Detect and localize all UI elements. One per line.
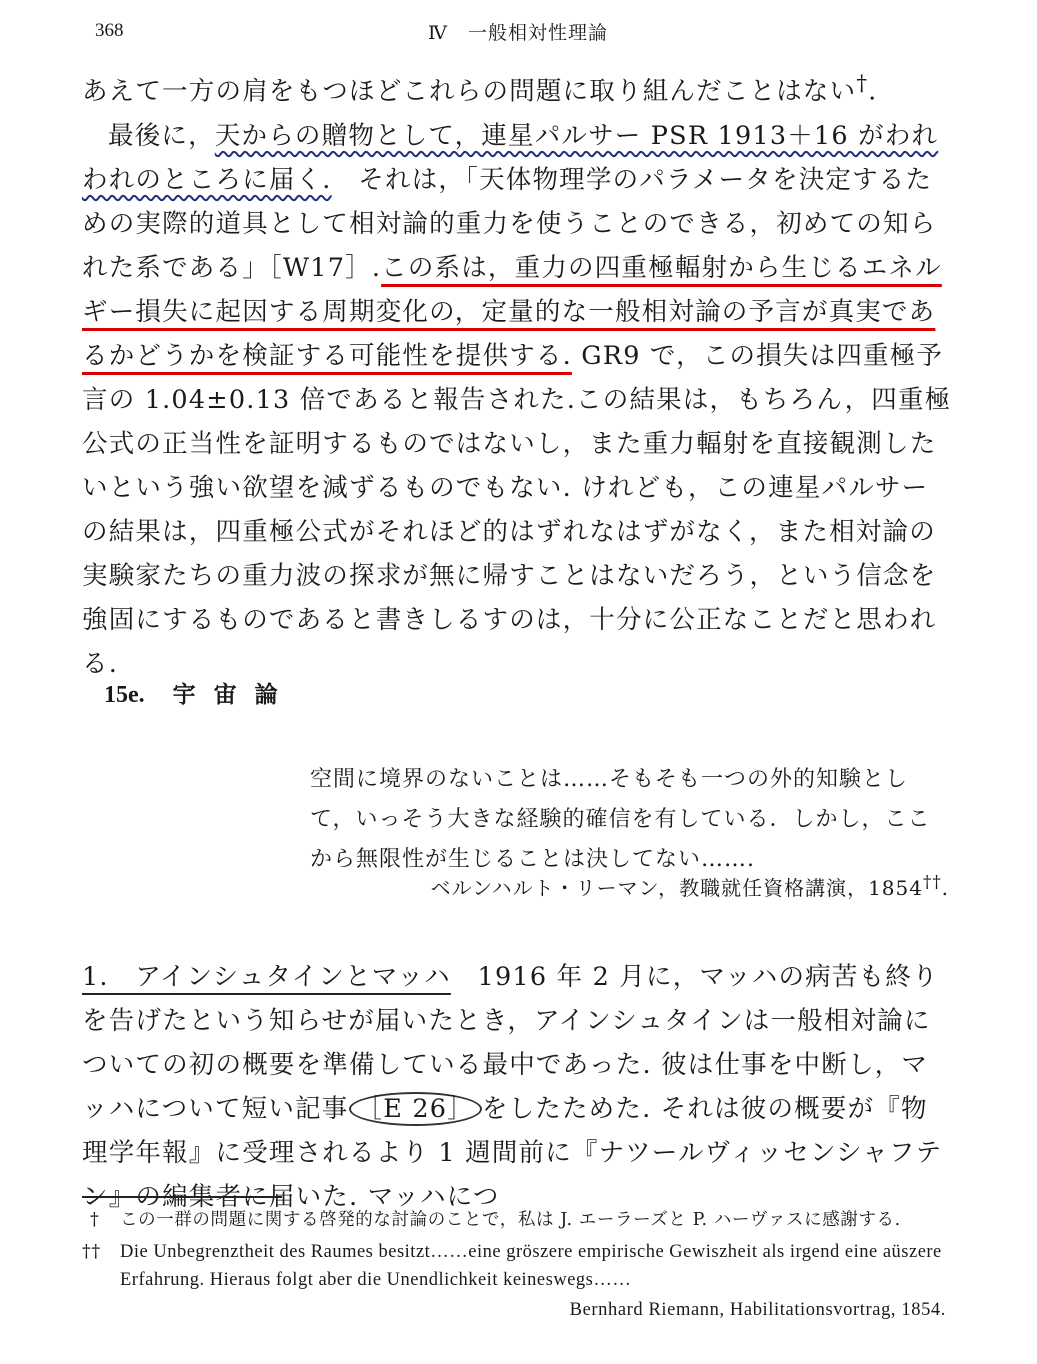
footnote-text: この一群の問題に関する啓発的な討論のことで，私は J. エーラーズと P. ハーヴァスに感謝する. <box>120 1210 901 1230</box>
text-segment: 1916 年 2 月に，マッハの病苦も終りを告げたという知らせが届いたとき，アインシュタインは一般相対論についての初の概要を準備している最中であった. 彼は仕事を中断し，マッハについて短い記事 <box>82 962 939 1124</box>
footnote-2 <box>82 1238 952 1294</box>
footnote-mark: † <box>90 1210 100 1230</box>
attribution-text: ベルンハルト・リーマン，教職就任資格講演，1854 <box>430 876 923 900</box>
period: . <box>868 76 878 107</box>
footnote-attribution: Bernhard Riemann, Habilitationsvortrag, 1854. <box>569 1300 946 1320</box>
page-number: 368 <box>95 20 124 41</box>
text-segment: 最後に， <box>108 120 215 151</box>
paragraph-binary-pulsar <box>82 114 952 686</box>
text-segment: それは， <box>358 164 466 195</box>
section-heading <box>104 676 296 709</box>
section-title: 宇宙論 <box>172 681 296 708</box>
paragraph-continued <box>82 62 952 114</box>
text-segment: GR9 で，この損失は四重極予言の 1.04±0.13 倍であると報告された.この結果は，もちろん，四重極公式の正当性を証明するものではないし，また重力輻射を直接観測したいという強い欲望を減ずるものでもない. けれども，この連星パルサーの結果は，四重極公式がそれほど的はずれなはずがなく，また相対論の実験家たちの重力波の探求が無に帰すことはないだろう，という信念を強固にするものであると書きしるすのは，十分に公正なことだと思われる. <box>82 340 952 679</box>
epigraph-quote <box>310 760 950 880</box>
circled-citation: ［E 26］ <box>349 1092 482 1126</box>
subsection-paragraph <box>82 955 952 1219</box>
footnote-text: Die Unbegrenztheit des Raumes besitzt……eine gröszere empirische Gewiszheit als irgend eine aüszere Erfahrung. Hieraus folgt aber die Unendlichkeit keineswegs…… <box>120 1242 942 1290</box>
period: . <box>941 876 949 900</box>
section-number: 15e. <box>104 682 145 708</box>
line-text: あえて一方の肩をもつほどこれらの問題に取り組んだことはない <box>82 76 857 107</box>
bracketed-quote: 「天体物理学のパラメータを決定するための実際的道具として相対論的重力を使うことのできる，初めての知られた系である」 <box>82 164 937 283</box>
epigraph-text: 空間に境界のないことは……そもそも一つの外的知験として，いっそう大きな経験的確信を有している．しかし，ここから無限性が生じることは決してない……. <box>310 767 931 872</box>
text-segment: をしたためた. それは彼の概要が『物理学年報』に受理されるより 1 週間前に『ナツールヴィッセンシャフテン』の編集者に届いた. マッハにつ <box>82 1094 943 1212</box>
red-underlined-sentence: この系は，重力の四重極輻射から生じるエネルギー損失に起因する周期変化の，定量的な一般相対論の予言が真実であるかどうかを検証する可能性を提供する. <box>82 252 942 371</box>
footnotes <box>82 1206 952 1324</box>
footnote-divider <box>82 1196 282 1198</box>
citation-ref: ［W17］. <box>268 252 382 283</box>
epigraph-attribution <box>431 872 949 901</box>
running-header <box>0 14 1037 48</box>
main-text-block <box>82 62 952 686</box>
chapter-title: Ⅳ 一般相対性理論 <box>428 22 608 44</box>
paragraph-einstein-mach <box>82 955 952 1219</box>
subsection-heading: 1. アインシュタインとマッハ <box>82 962 451 992</box>
footnote-marker: †† <box>922 872 942 892</box>
footnote-marker: † <box>856 71 869 96</box>
wavy-underlined-phrase: 天からの贈物として，連星パルサー PSR 1913＋16 がわれわれのところに届く. <box>82 120 939 195</box>
footnote-1 <box>82 1206 952 1234</box>
footnote-mark: †† <box>82 1242 101 1262</box>
